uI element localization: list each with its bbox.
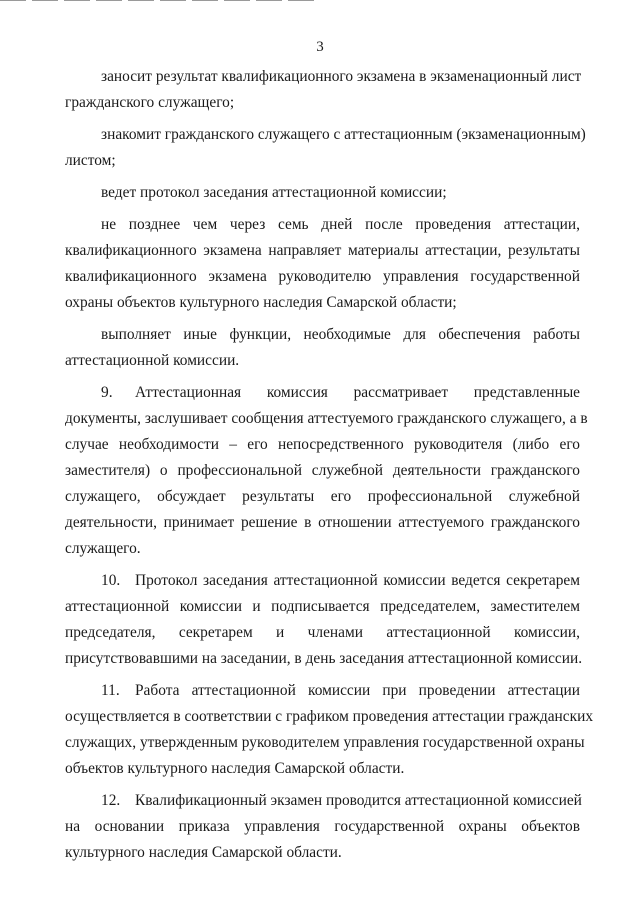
- rule-segment: [128, 0, 154, 1]
- text-line-content: Квалификационный экзамен проводится аттестационной комиссией: [135, 792, 582, 809]
- text-line: листом;: [65, 152, 116, 169]
- text-line: присутствовавшими на заседании, в день заседания аттестационной комиссии.: [65, 650, 583, 667]
- text-line: культурного наследия Самарской области.: [65, 844, 342, 861]
- text-line: ведет протокол заседания аттестационной комиссии;: [101, 184, 447, 201]
- text-line: [92, 788, 580, 814]
- text-line: знакомит гражданского служащего с аттестационным (экзаменационным): [101, 126, 586, 143]
- paragraph-protocol: [92, 180, 580, 206]
- text-line: не позднее чем через семь дней после проведения аттестации,: [101, 216, 580, 233]
- rule-segment: [192, 0, 218, 1]
- paragraph-item-11: [65, 678, 594, 782]
- text-line: [92, 380, 580, 406]
- paragraph-materials: [65, 212, 580, 316]
- text-line: [92, 568, 580, 594]
- item-number: 11.: [101, 682, 120, 699]
- text-line: председателя, секретарем и членами аттестационной комиссии,: [65, 624, 580, 641]
- text-line: [92, 678, 580, 704]
- text-line: служащих, утвержденным руководителем управления государственной охраны: [65, 734, 585, 751]
- paragraph-item-12: [65, 788, 582, 866]
- item-number: 12.: [101, 792, 121, 809]
- item-number: 9.: [101, 384, 113, 401]
- paragraph-acquaint: [65, 122, 586, 174]
- document-body: [65, 64, 594, 866]
- text-line: служащего, обсуждает результаты его профессиональной служебной: [65, 488, 580, 505]
- text-line: заместителя) о профессиональной служебной деятельности гражданского: [65, 462, 580, 479]
- rule-segment: [256, 0, 282, 1]
- text-line: служащего.: [65, 540, 141, 557]
- top-edge-rule: [0, 0, 320, 4]
- text-line: гражданского служащего;: [65, 94, 235, 111]
- text-line: документы, заслушивает сообщения аттестуемого гражданского служащего, а в: [65, 410, 588, 427]
- text-line: выполняет иные функции, необходимые для обеспечения работы: [101, 326, 580, 343]
- paragraph-enter-result: [65, 64, 582, 116]
- text-line: квалификационного экзамена направляет материалы аттестации, результаты: [65, 242, 580, 259]
- text-line-content: Протокол заседания аттестационной комиссии ведется секретарем: [135, 572, 580, 589]
- rule-segment: [64, 0, 90, 1]
- text-line-content: Работа аттестационной комиссии при проведении аттестации: [135, 682, 580, 699]
- text-line: деятельности, принимает решение в отношении аттестуемого гражданского: [65, 514, 580, 531]
- text-line-content: Аттестационная комиссия рассматривает представленные: [135, 384, 580, 401]
- item-number: 10.: [101, 572, 121, 589]
- text-line: на основании приказа управления государственной охраны объектов: [65, 818, 580, 835]
- paragraph-other-functions: [65, 322, 580, 374]
- text-line: объектов культурного наследия Самарской области.: [65, 760, 405, 777]
- text-line: квалификационного экзамена руководителю управления государственной: [65, 268, 580, 285]
- paragraph-item-10: [65, 568, 583, 672]
- page-number: 3: [316, 39, 324, 55]
- text-line: аттестационной комиссии.: [65, 352, 240, 369]
- text-line: охраны объектов культурного наследия Самарской области;: [65, 294, 457, 311]
- text-line: случае необходимости – его непосредственного руководителя (либо его: [65, 436, 580, 453]
- text-line: осуществляется в соответствии с графиком проведения аттестации гражданских: [65, 708, 594, 725]
- rule-segment: [96, 0, 122, 1]
- rule-segment: [288, 0, 314, 1]
- text-line: аттестационной комиссии и подписывается председателем, заместителем: [65, 598, 580, 615]
- paragraph-item-9: [65, 380, 588, 562]
- rule-segment: [160, 0, 186, 1]
- rule-segment: [32, 0, 58, 1]
- rule-segment: [0, 0, 26, 1]
- rule-segment: [224, 0, 250, 1]
- text-line: заносит результат квалификационного экзамена в экзаменационный лист: [101, 68, 582, 85]
